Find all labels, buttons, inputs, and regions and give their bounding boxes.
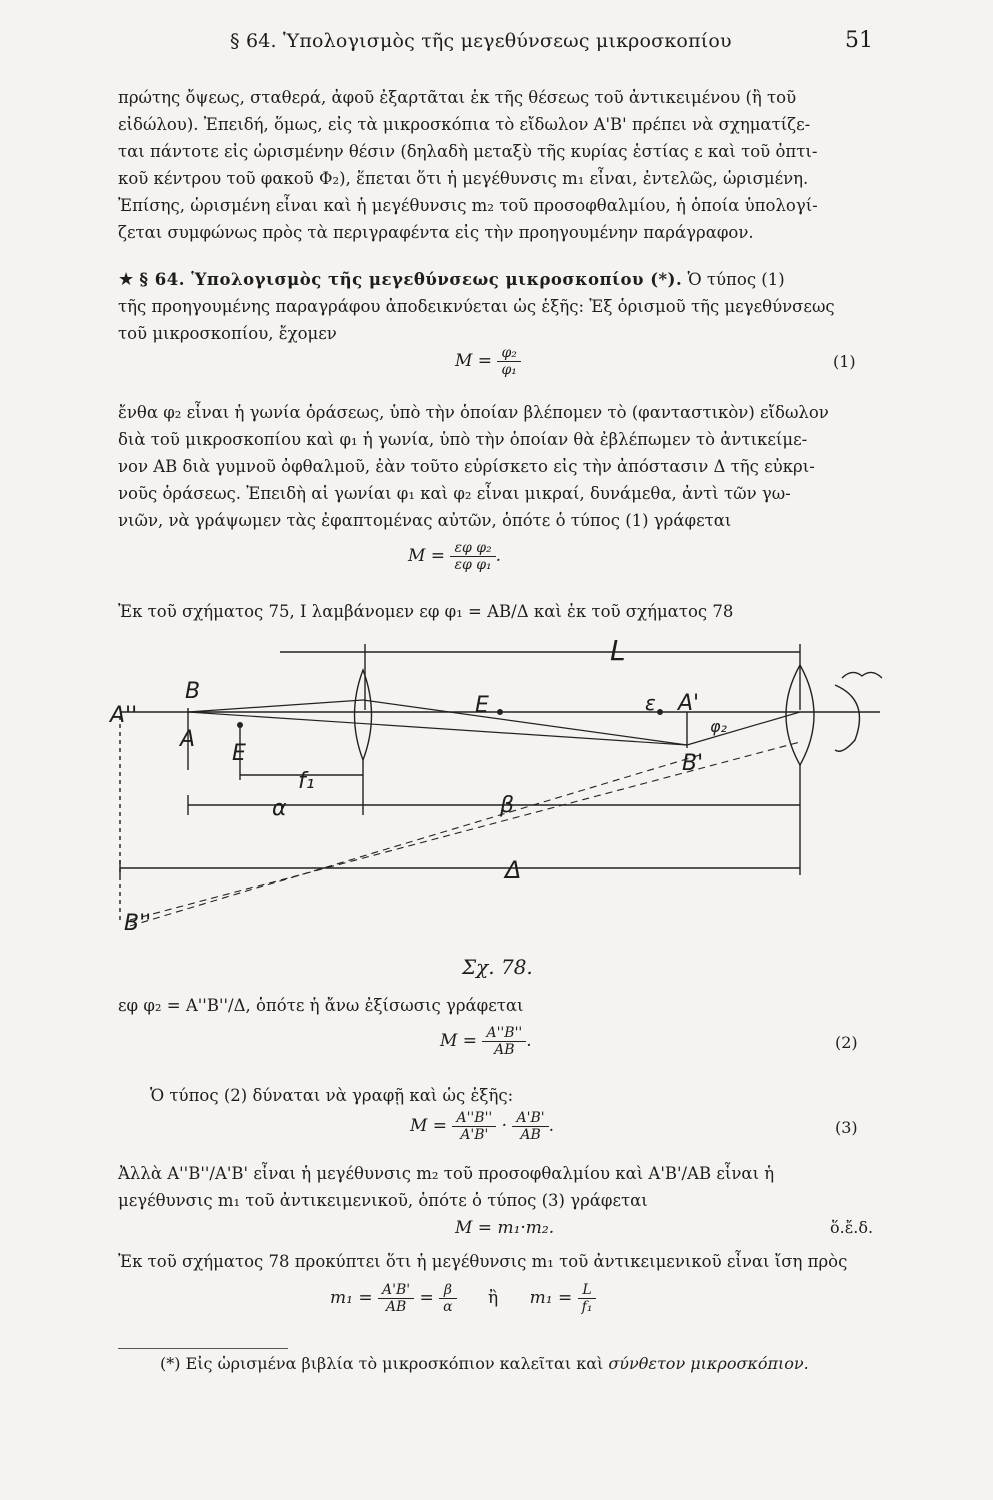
label-beta: β [500,793,515,818]
label-f1: f₁ [298,769,315,794]
ray-line [363,700,687,745]
label-B-double-prime: B'' [124,911,152,936]
ray-line [188,700,363,712]
label-B: B [185,679,201,704]
paragraph-formula-2 [150,1082,910,1109]
ray-line [188,712,687,745]
equation-3: M = $\frac{A''B''}{A'B'}$ · $\frac{A'B'}{AB}$ . [410,1110,554,1143]
fraction: $\frac{A''B''}{AB}$ [482,1025,526,1058]
footnote-rule [118,1348,288,1349]
fraction: $\frac{A'B'}{AB}$ [512,1110,548,1143]
equation-number: (1) [833,352,856,371]
text-line: πρώτης ὄψεως, σταθερά, ἀφοῦ ἐξαρτᾶται ἐκ τῆς θέσεως τοῦ ἀντικειμένου (ἢ τοῦ [118,88,797,107]
objective-lens [355,670,372,760]
text-line: νον AB διὰ γυμνοῦ ὀφθαλμοῦ, ἐὰν τοῦτο εὑρίσκετο εἰς τὴν ἀπόστασιν Δ τῆς εὐκρι- [118,457,815,476]
fraction: $\frac{A''B''}{A'B'}$ [452,1110,496,1143]
text-line: Ἀλλὰ A''B''/A'B' εἶναι ἡ μεγέθυνσις m₂ τοῦ προσοφθαλμίου καὶ A'B'/AB εἶναι ἡ [118,1164,775,1183]
label-epsilon: ε [645,691,656,715]
paragraph-angles [118,399,878,534]
paragraph-magnifications [118,1160,878,1214]
label-B-prime: B' [682,751,704,776]
text-line: ἔνθα φ₂ εἶναι ἡ γωνία ὁράσεως, ὑπὸ τὴν ὁποίαν βλέπομεν τὸ (φανταστικὸν) εἴδωλον [118,403,829,422]
footnote-text: Εἰς ὡρισμένα βιβλία τὸ μικροσκόπιον καλεῖται καὶ [180,1354,609,1373]
label-L: L [610,634,626,667]
text-line: Ἐκ τοῦ σχήματος 78 προκύπτει ὅτι ἡ μεγέθυνσις m₁ τοῦ ἀντικειμενικοῦ εἶναι ἴση πρὸς [118,1252,848,1271]
page-number: 51 [845,28,873,53]
virtual-ray [130,755,700,926]
section-title: § 64. Ὑπολογισμὸς τῆς μεγεθύνσεως μικροσκοπίου (*). [139,270,683,289]
text-line: Ἐπίσης, ὡρισμένη εἶναι καὶ ἡ μεγέθυνσις m₂ τοῦ προσοφθαλμίου, ἡ ὁποία ὑπολογί- [118,196,818,215]
label-alpha: α [272,796,287,821]
text-line: ζεται συμφώνως πρὸς τὰ περιγραφέντα εἰς τὴν προηγουμένην παράγραφον. [118,223,754,242]
star-icon: ★ [118,269,135,290]
paragraph-tan-phi2 [118,992,878,1019]
fraction: $\frac{\beta}{\alpha}$ [439,1282,456,1315]
label-A: A [180,727,196,752]
text-line: εἰδώλου). Ἐπειδή, ὅμως, εἰς τὰ μικροσκόπια τὸ εἴδωλον A'B' πρέπει νὰ σχηματίζε- [118,115,811,134]
label-E: E [475,693,489,718]
figure-78-diagram [100,630,900,950]
text-line: Ἐκ τοῦ σχήματος 75, I λαμβάνομεν εφ φ₁ = AB/Δ καὶ ἐκ τοῦ σχήματος 78 [118,602,734,621]
equation-4: M = m₁·m₂. [455,1218,555,1238]
equation-number: (3) [835,1118,858,1137]
text-line: νιῶν, νὰ γράψωμεν τὰς ἐφαπτομένας αὐτῶν, ὁπότε ὁ τύπος (1) γράφεται [118,511,732,530]
fraction: $\frac{\text{φ₂}}{\text{φ₁}}$ [497,345,520,378]
text-line: Ὁ τύπος (2) δύναται νὰ γραφῇ καὶ ὡς ἑξῆς: [150,1086,514,1105]
running-header: § 64. Ὑπολογισμὸς τῆς μεγεθύνσεως μικροσκοπίου [230,30,732,52]
equation-number: (2) [835,1033,858,1052]
label-A-prime: A' [678,691,700,716]
fraction: $\frac{\text{εφ φ₂}}{\text{εφ φ₁}}$ [450,540,495,573]
label-A-double-prime: A'' [110,703,138,728]
eyelashes [842,672,882,678]
footnote [160,1354,809,1373]
text-line: τοῦ μικροσκοπίου, ἔχομεν [118,324,337,343]
footnote-emphasis: σύνθετον μικροσκόπιον. [608,1354,809,1373]
label-E-small: E [232,741,246,766]
label-phi2: φ₂ [710,717,727,736]
text-line: διὰ τοῦ μικροσκοπίου καὶ φ₁ ἡ γωνία, ὑπὸ τὴν ὁποίαν θὰ ἐβλέπωμεν τὸ ἀντικείμε- [118,430,808,449]
text-line: τῆς προηγουμένης παραγράφου ἀποδεικνύεται ὡς ἑξῆς: Ἐξ ὁρισμοῦ τῆς μεγεθύνσεως [118,297,835,316]
text-line: κοῦ κέντρου τοῦ φακοῦ Φ₂), ἕπεται ὅτι ἡ μεγέθυνσις m₁ εἶναι, ἐντελῶς, ὡρισμένη. [118,169,809,188]
figure-caption: Σχ. 78. [462,955,533,979]
equation-1: M = $\frac{\text{φ₂}}{\text{φ₁}}$ [455,345,521,378]
paragraph-figure-ref [118,598,878,625]
section-paragraph [118,266,878,347]
footnote-mark: (*) [160,1354,181,1373]
section-title-rest: Ὁ τύπος (1) [682,270,785,289]
intro-paragraph [118,84,878,246]
section-heading-line [118,266,878,293]
label-delta: Δ [505,856,522,884]
fraction: $\frac{A'B'}{AB}$ [378,1282,414,1315]
paragraph-m1 [118,1248,878,1275]
text-line: ται πάντοτε εἰς ὡρισμένην θέσιν (δηλαδὴ μεταξὺ τῆς κυρίας ἑστίας ε καὶ τοῦ ὀπτι- [118,142,818,161]
text-line: εφ φ₂ = A''B''/Δ, ὁπότε ἡ ἄνω ἐξίσωσις γράφεται [118,996,524,1015]
ray-line [687,712,800,745]
eye [835,685,860,751]
fraction: $\frac{L}{\text{f₁}}$ [578,1282,597,1315]
text-line: νοῦς ὁράσεως. Ἐπειδὴ αἱ γωνίαι φ₁ καὶ φ₂ εἶναι μικραί, δυνάμεθα, ἀντὶ τῶν γω- [118,484,791,503]
equation-2: M = $\frac{A''B''}{AB}$ . [440,1025,532,1058]
equation-5: m₁ = $\frac{A'B'}{AB}$ = $\frac{\beta}{\alpha}$ ἢ m₁ = $\frac{L}{\text{f₁}}$ [330,1282,596,1315]
text-line: μεγέθυνσις m₁ τοῦ ἀντικειμενικοῦ, ὁπότε ὁ τύπος (3) γράφεται [118,1191,648,1210]
qed-mark: ὅ.ἔ.δ. [830,1218,874,1237]
equation-tangent: M = $\frac{\text{εφ φ₂}}{\text{εφ φ₁}}$ . [408,540,502,573]
